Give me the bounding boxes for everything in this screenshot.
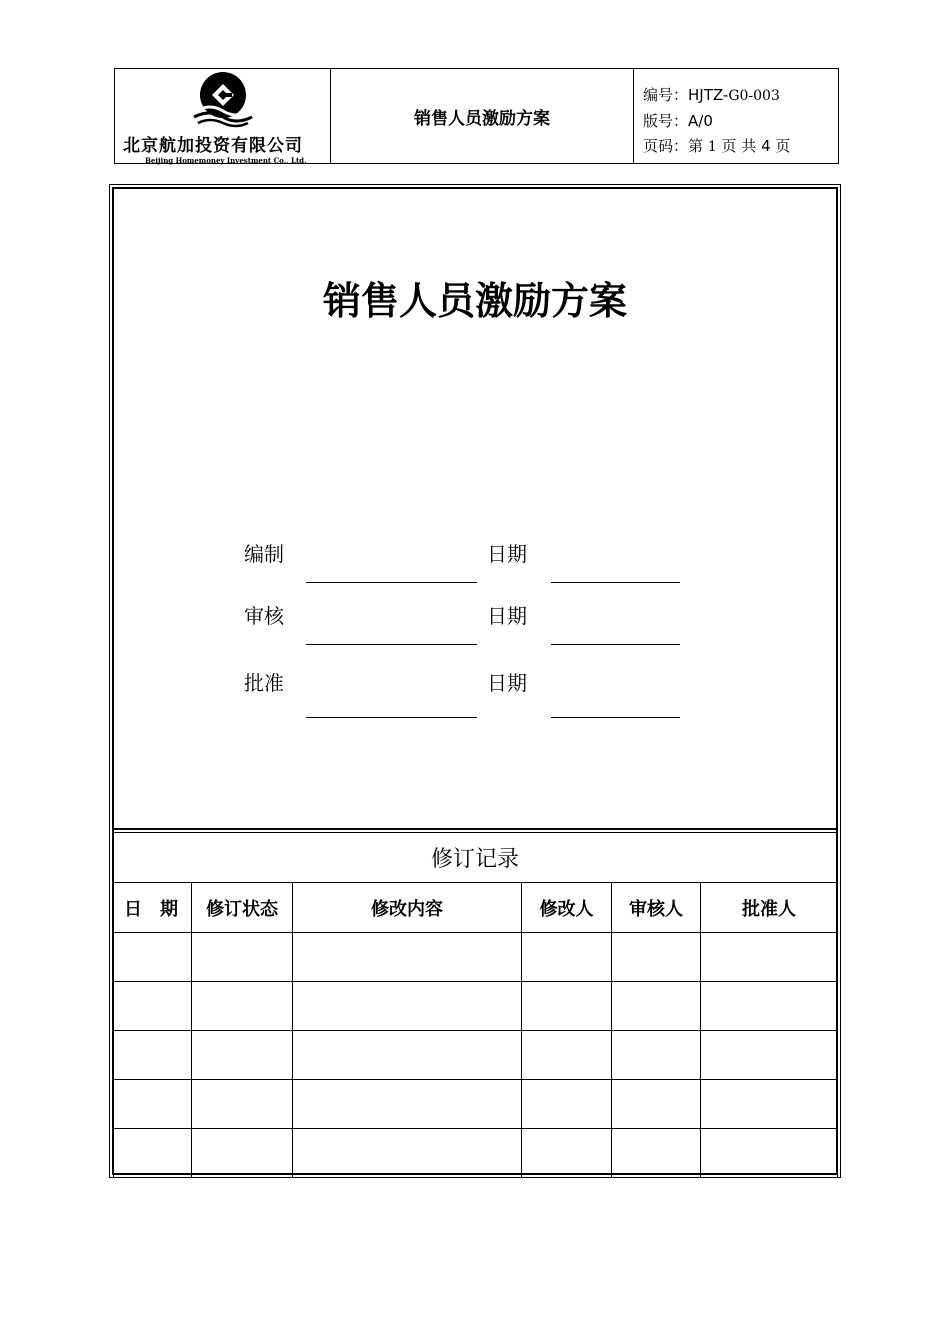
revision-table bbox=[113, 882, 838, 1178]
table-cell[interactable] bbox=[192, 982, 293, 1031]
doc-version-label: 版号： bbox=[643, 112, 689, 130]
col-reviewer: 审核人 bbox=[612, 883, 701, 933]
table-row bbox=[114, 1129, 838, 1178]
section-separator-bottom bbox=[114, 832, 836, 833]
table-cell[interactable] bbox=[114, 1080, 192, 1129]
signoff-approved-date-line bbox=[551, 717, 680, 718]
signoff-approved-label: 批准 bbox=[244, 671, 284, 695]
cover-title: 销售人员激励方案 bbox=[322, 279, 627, 323]
table-cell[interactable] bbox=[192, 1080, 293, 1129]
table-row bbox=[114, 1031, 838, 1080]
signoff-reviewed-date-label: 日期 bbox=[487, 604, 527, 628]
table-cell[interactable] bbox=[522, 1129, 612, 1178]
col-modifier: 修改人 bbox=[522, 883, 612, 933]
header-meta bbox=[634, 69, 838, 163]
revision-table-header bbox=[114, 883, 838, 933]
doc-page-row bbox=[643, 134, 838, 160]
table-cell[interactable] bbox=[522, 1031, 612, 1080]
table-cell[interactable] bbox=[612, 933, 701, 982]
table-cell[interactable] bbox=[612, 982, 701, 1031]
table-cell[interactable] bbox=[701, 1031, 838, 1080]
revision-record-title: 修订记录 bbox=[430, 847, 519, 872]
table-cell[interactable] bbox=[522, 933, 612, 982]
signoff-prepared-date-label: 日期 bbox=[487, 542, 527, 566]
table-cell[interactable] bbox=[293, 1031, 522, 1080]
company-name-en: Beijing Homemoney Investment Co., Ltd. bbox=[145, 156, 307, 165]
table-cell[interactable] bbox=[114, 1129, 192, 1178]
header-doc-title: 销售人员激励方案 bbox=[331, 69, 634, 163]
table-cell[interactable] bbox=[701, 982, 838, 1031]
table-cell[interactable] bbox=[701, 1129, 838, 1178]
doc-version-value: A/0 bbox=[688, 112, 713, 130]
doc-page-prefix: 第 bbox=[688, 137, 704, 155]
doc-code-value-a: HJTZ- bbox=[688, 86, 729, 104]
doc-page-current: 1 bbox=[707, 139, 717, 155]
table-cell[interactable] bbox=[114, 1031, 192, 1080]
doc-code-label: 编号： bbox=[643, 86, 689, 104]
doc-code-row bbox=[643, 83, 838, 109]
document-header bbox=[114, 68, 839, 164]
company-logo bbox=[115, 69, 331, 163]
table-cell[interactable] bbox=[612, 1031, 701, 1080]
col-change-content: 修改内容 bbox=[293, 883, 522, 933]
signoff-approved-line bbox=[306, 717, 477, 718]
signoff-reviewed-date-line bbox=[551, 644, 680, 645]
signoff-reviewed-line bbox=[306, 644, 477, 645]
doc-page-label: 页码： bbox=[643, 137, 689, 155]
section-separator-top bbox=[114, 828, 836, 830]
table-cell[interactable] bbox=[293, 1080, 522, 1129]
signoff-prepared-line bbox=[306, 582, 477, 583]
table-cell[interactable] bbox=[701, 933, 838, 982]
table-cell[interactable] bbox=[192, 933, 293, 982]
col-approver: 批准人 bbox=[701, 883, 838, 933]
table-cell[interactable] bbox=[192, 1129, 293, 1178]
table-cell[interactable] bbox=[701, 1080, 838, 1129]
table-row bbox=[114, 933, 838, 982]
table-cell[interactable] bbox=[192, 1031, 293, 1080]
doc-code-value-b: G0-003 bbox=[728, 88, 780, 104]
table-cell[interactable] bbox=[612, 1129, 701, 1178]
doc-page-mid: 页 共 bbox=[721, 137, 757, 155]
table-row bbox=[114, 982, 838, 1031]
table-cell[interactable] bbox=[293, 1129, 522, 1178]
company-name-cn: 北京航加投资有限公司 bbox=[123, 136, 303, 156]
doc-page-total: 4 bbox=[761, 137, 771, 155]
signoff-reviewed-label: 审核 bbox=[244, 604, 284, 628]
table-cell[interactable] bbox=[522, 982, 612, 1031]
table-cell[interactable] bbox=[612, 1080, 701, 1129]
table-cell[interactable] bbox=[114, 933, 192, 982]
col-revision-status: 修订状态 bbox=[192, 883, 293, 933]
doc-version-row bbox=[643, 109, 838, 134]
table-cell[interactable] bbox=[522, 1080, 612, 1129]
table-cell[interactable] bbox=[293, 933, 522, 982]
table-cell[interactable] bbox=[293, 982, 522, 1031]
doc-page-suffix: 页 bbox=[775, 137, 791, 155]
table-row bbox=[114, 1080, 838, 1129]
table-cell[interactable] bbox=[114, 982, 192, 1031]
col-date: 日 期 bbox=[114, 883, 192, 933]
signoff-prepared-label: 编制 bbox=[244, 542, 284, 566]
signoff-approved-date-label: 日期 bbox=[487, 671, 527, 695]
signoff-prepared-date-line bbox=[551, 582, 680, 583]
company-logo-icon bbox=[192, 71, 254, 129]
